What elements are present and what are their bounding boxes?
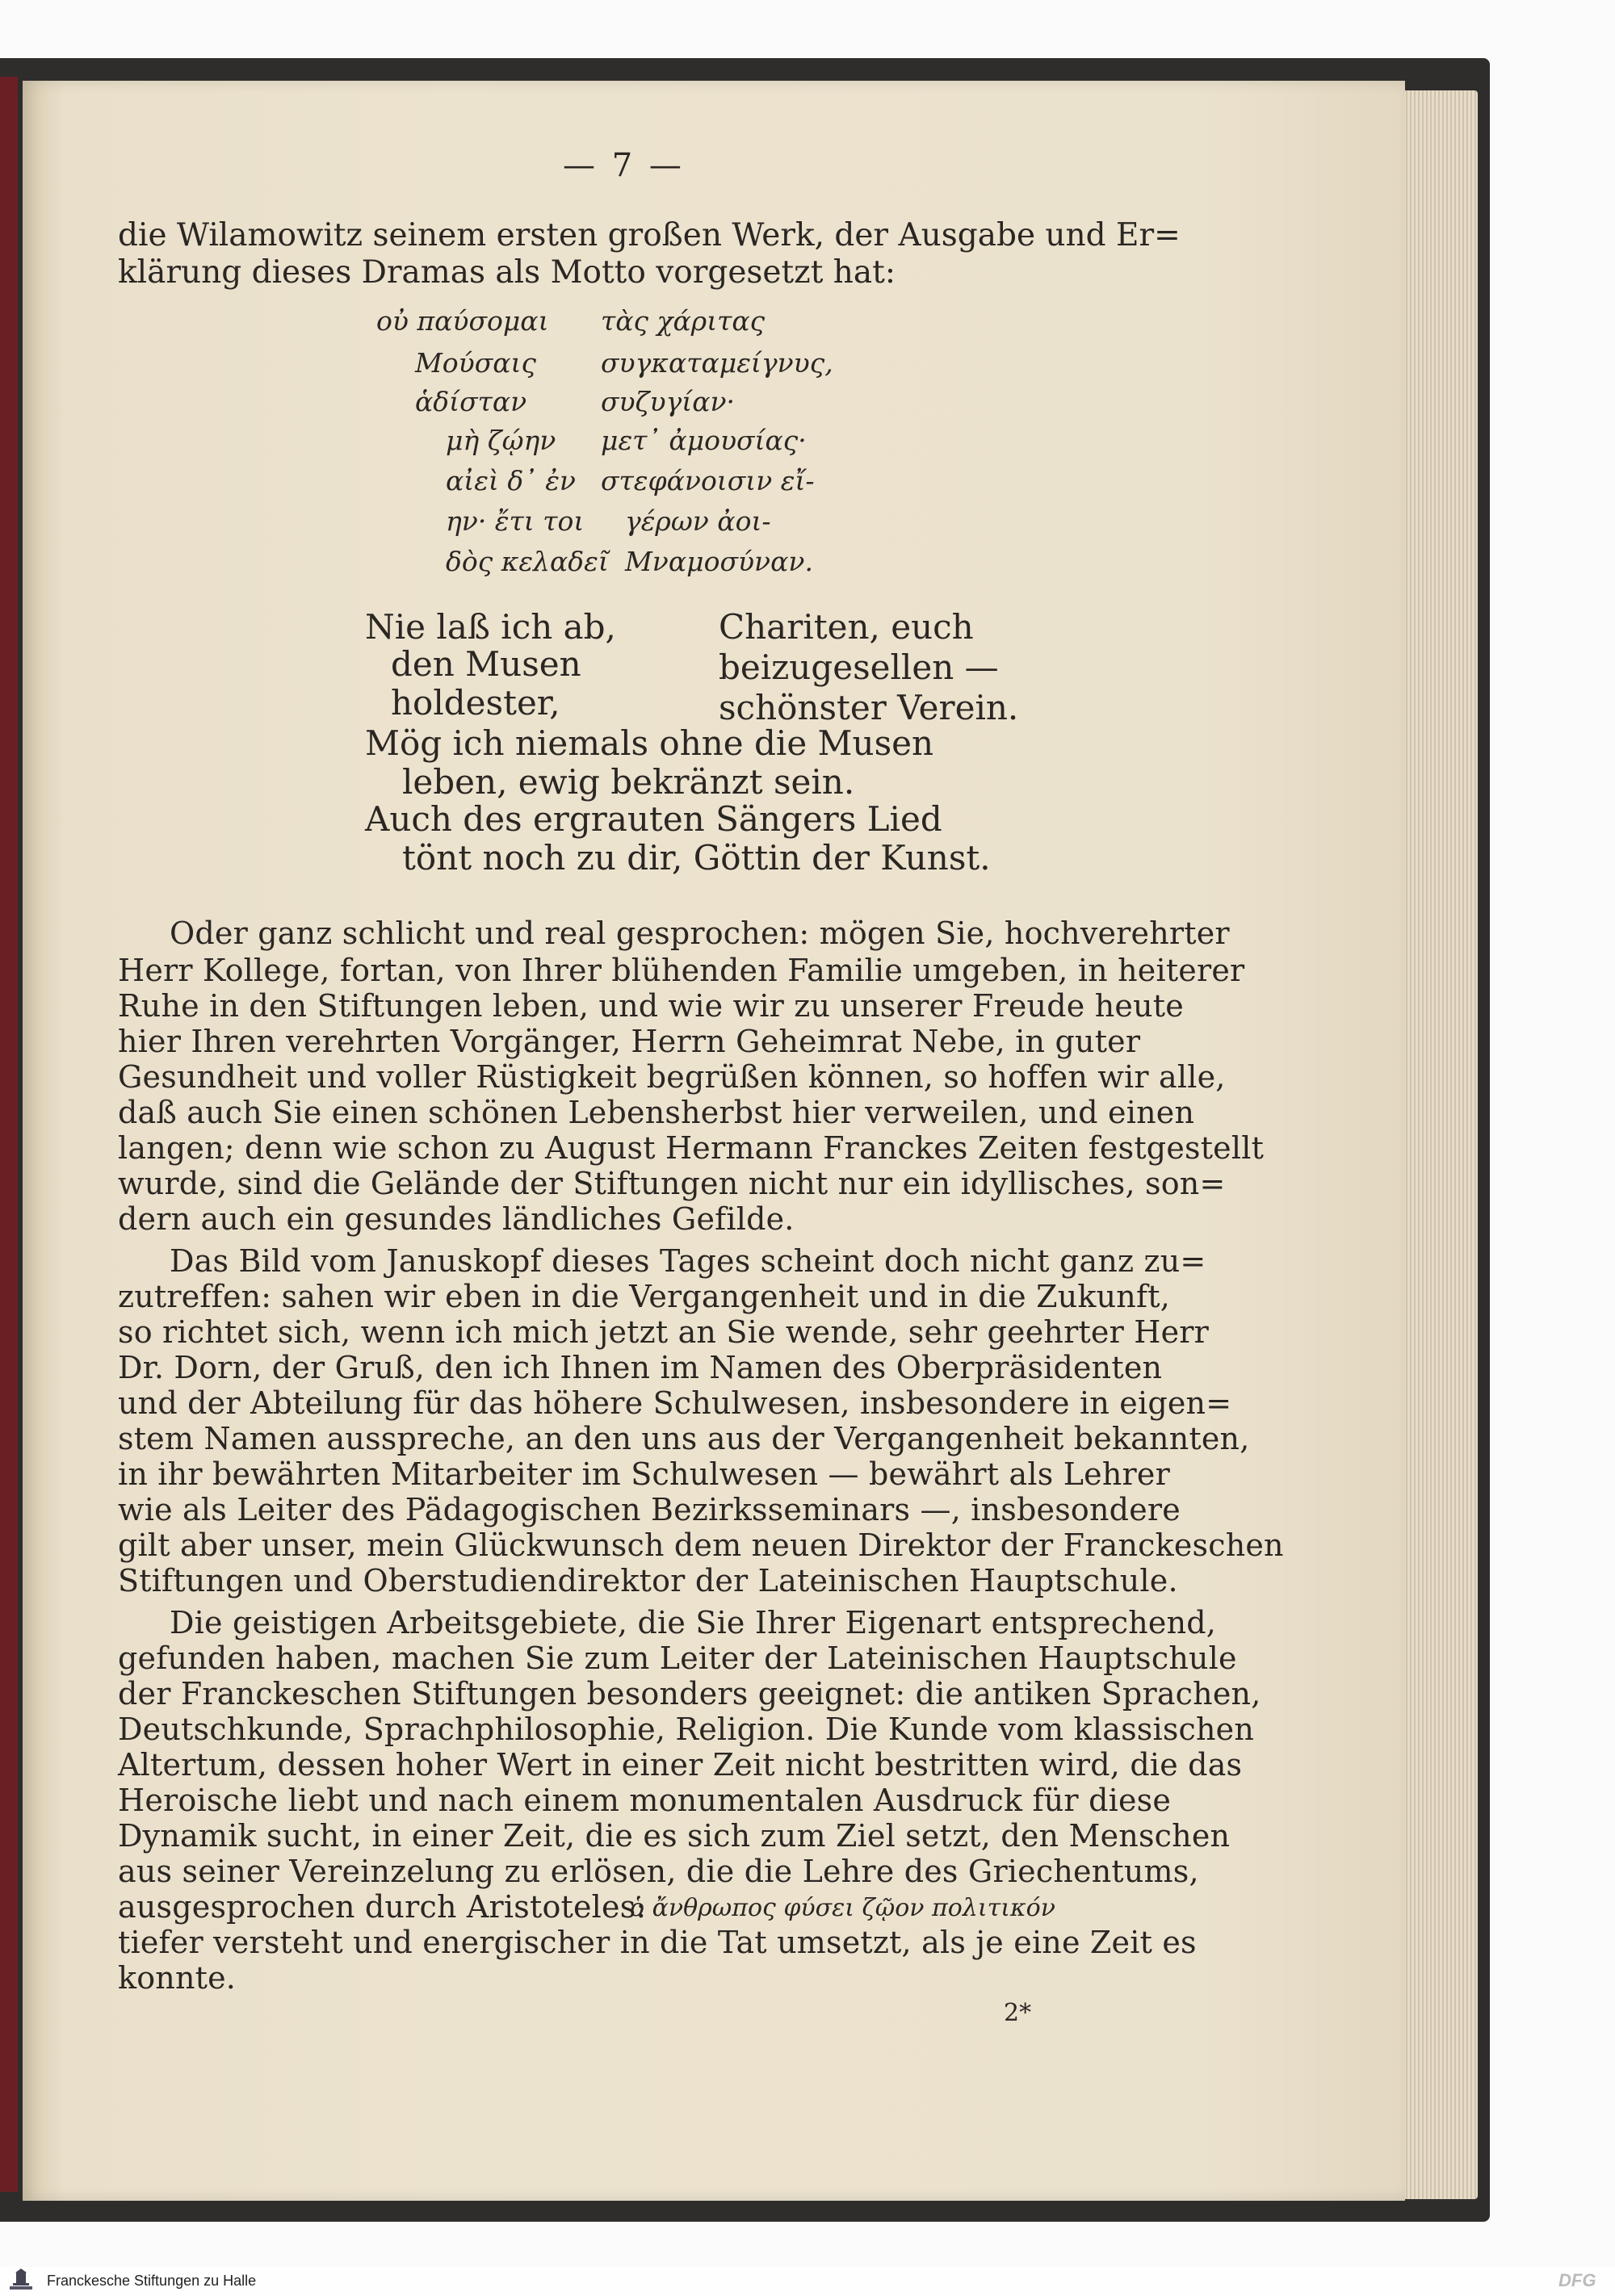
verse-line: Auch des ergrauten Sängers Lied [365, 799, 942, 839]
text-line: Dynamik sucht, in einer Zeit, die es sich zum Ziel setzt, den Menschen [118, 1818, 1231, 1854]
page-number: — 7 — [563, 147, 685, 184]
text-line: gilt aber unser, mein Glückwunsch dem neuen Direktor der Franckeschen [118, 1527, 1284, 1563]
intro-line: die Wilamowitz seinem ersten großen Werk, der Ausgabe und Er= [118, 217, 1181, 253]
page-stack-edges [1403, 90, 1478, 2199]
text-line: ausgesprochen durch Aristoteles: [118, 1889, 647, 1925]
text-line: Gesundheit und voller Rüstigkeit begrüßen können, so hoffen wir alle, [118, 1059, 1226, 1095]
verse-left: den Musen [391, 644, 581, 684]
text-line: daß auch Sie einen schönen Lebensherbst hier verweilen, und einen [118, 1095, 1195, 1130]
text-line: Heroische liebt und nach einem monumentalen Ausdruck für diese [118, 1783, 1172, 1818]
text-line: aus seiner Vereinzelung zu erlösen, die die Lehre des Griechentums, [118, 1854, 1199, 1889]
text-line: in ihr bewährten Mitarbeiter im Schulwesen — bewährt als Lehrer [118, 1456, 1170, 1492]
text-line: so richtet sich, wenn ich mich jetzt an Sie wende, sehr geehrter Herr [118, 1314, 1209, 1350]
text-line: Stiftungen und Oberstudiendirektor der Lateinischen Hauptschule. [118, 1563, 1178, 1598]
text-line: konnte. [118, 1960, 237, 1996]
text-line: tiefer versteht und energischer in die Tat umsetzt, als je eine Zeit es [118, 1925, 1197, 1960]
verse-right: beizugesellen — [719, 647, 999, 687]
text-line: zutreffen: sahen wir eben in die Vergangenheit und in die Zukunft, [118, 1279, 1170, 1314]
greek-right: στεφάνοισιν εἴ- [601, 465, 815, 496]
verse-line: tönt noch zu dir, Göttin der Kunst. [402, 838, 991, 878]
verse-right: schönster Verein. [719, 688, 1019, 727]
text-line: Deutschkunde, Sprachphilosophie, Religion. Die Kunde vom klassischen [118, 1712, 1255, 1747]
greek-left: μὴ ζῴην [446, 425, 556, 456]
text-line: gefunden haben, machen Sie zum Leiter der Lateinischen Hauptschule [118, 1640, 1237, 1676]
text-line: Das Bild vom Januskopf dieses Tages scheint doch nicht ganz zu= [170, 1243, 1206, 1279]
text-line: Dr. Dorn, der Gruß, den ich Ihnen im Namen des Oberpräsidenten [118, 1350, 1163, 1385]
text-line: hier Ihren verehrten Vorgänger, Herrn Geheimrat Nebe, in guter [118, 1024, 1141, 1059]
text-line: Herr Kollege, fortan, von Ihrer blühenden Familie umgeben, in heiterer [118, 953, 1245, 988]
greek-left: ἁδίσταν [415, 386, 527, 417]
footer-institution: Franckesche Stiftungen zu Halle [47, 2273, 257, 2289]
greek-left: δὸς κελαδεῖ [446, 546, 609, 577]
text-line: Altertum, dessen hoher Wert in einer Zeit nicht bestritten wird, die das [118, 1747, 1243, 1783]
verse-line: leben, ewig bekränzt sein. [402, 762, 855, 802]
verse-line: Mög ich niemals ohne die Musen [365, 723, 934, 763]
verse-left: holdester, [391, 683, 560, 723]
text-line: stem Namen ausspreche, an den uns aus der Vergangenheit bekannten, [118, 1421, 1250, 1456]
text-line: dern auch ein gesundes ländliches Gefilde. [118, 1201, 795, 1237]
greek-left: Μούσαις [415, 347, 536, 379]
greek-right: συγκαταμείγνυς, [601, 347, 833, 379]
greek-right: τὰς χάριτας [601, 305, 766, 337]
text-line: Ruhe in den Stiftungen leben, und wie wir zu unserer Freude heute [118, 988, 1184, 1024]
greek-right: μετ᾽ ἀμουσίας· [601, 425, 807, 456]
institution-logo-icon [5, 2269, 37, 2294]
intro-line: klärung dieses Dramas als Motto vorgesetzt hat: [118, 254, 896, 291]
signature-mark: 2* [1004, 1999, 1032, 2027]
greek-left: οὐ παύσομαι [376, 305, 549, 337]
text-line: langen; denn wie schon zu August Hermann Franckes Zeiten festgestellt [118, 1130, 1265, 1166]
dfg-logo: DFG [1558, 2270, 1596, 2290]
greek-inline-quote: ὁ ἄνθρωπος φύσει ζῷον πολιτικόν [630, 1894, 1055, 1922]
text-line: Die geistigen Arbeitsgebiete, die Sie Ihrer Eigenart entsprechend, [170, 1605, 1217, 1640]
text-line: und der Abteilung für das höhere Schulwesen, insbesondere in eigen= [118, 1385, 1232, 1421]
text-line: wurde, sind die Gelände der Stiftungen nicht nur ein idyllisches, son= [118, 1166, 1226, 1201]
verse-left: Nie laß ich ab, [365, 607, 616, 647]
greek-right: γέρων ἀοι- [625, 505, 771, 537]
text-line: der Franckeschen Stiftungen besonders geeignet: die antiken Sprachen, [118, 1676, 1261, 1712]
greek-right: Μναμοσύναν. [625, 546, 813, 577]
text-line: Oder ganz schlicht und real gesprochen: mögen Sie, hochverehrter [170, 915, 1230, 951]
verse-right: Chariten, euch [719, 607, 974, 647]
text-line: wie als Leiter des Pädagogischen Bezirksseminars —, insbesondere [118, 1492, 1181, 1527]
cover-red-edge [0, 77, 18, 2192]
greek-right: συζυγίαν· [601, 386, 736, 417]
greek-left: ην· ἔτι τοι [446, 505, 585, 537]
greek-left: αἰεὶ δ᾽ ἐν [446, 465, 576, 496]
